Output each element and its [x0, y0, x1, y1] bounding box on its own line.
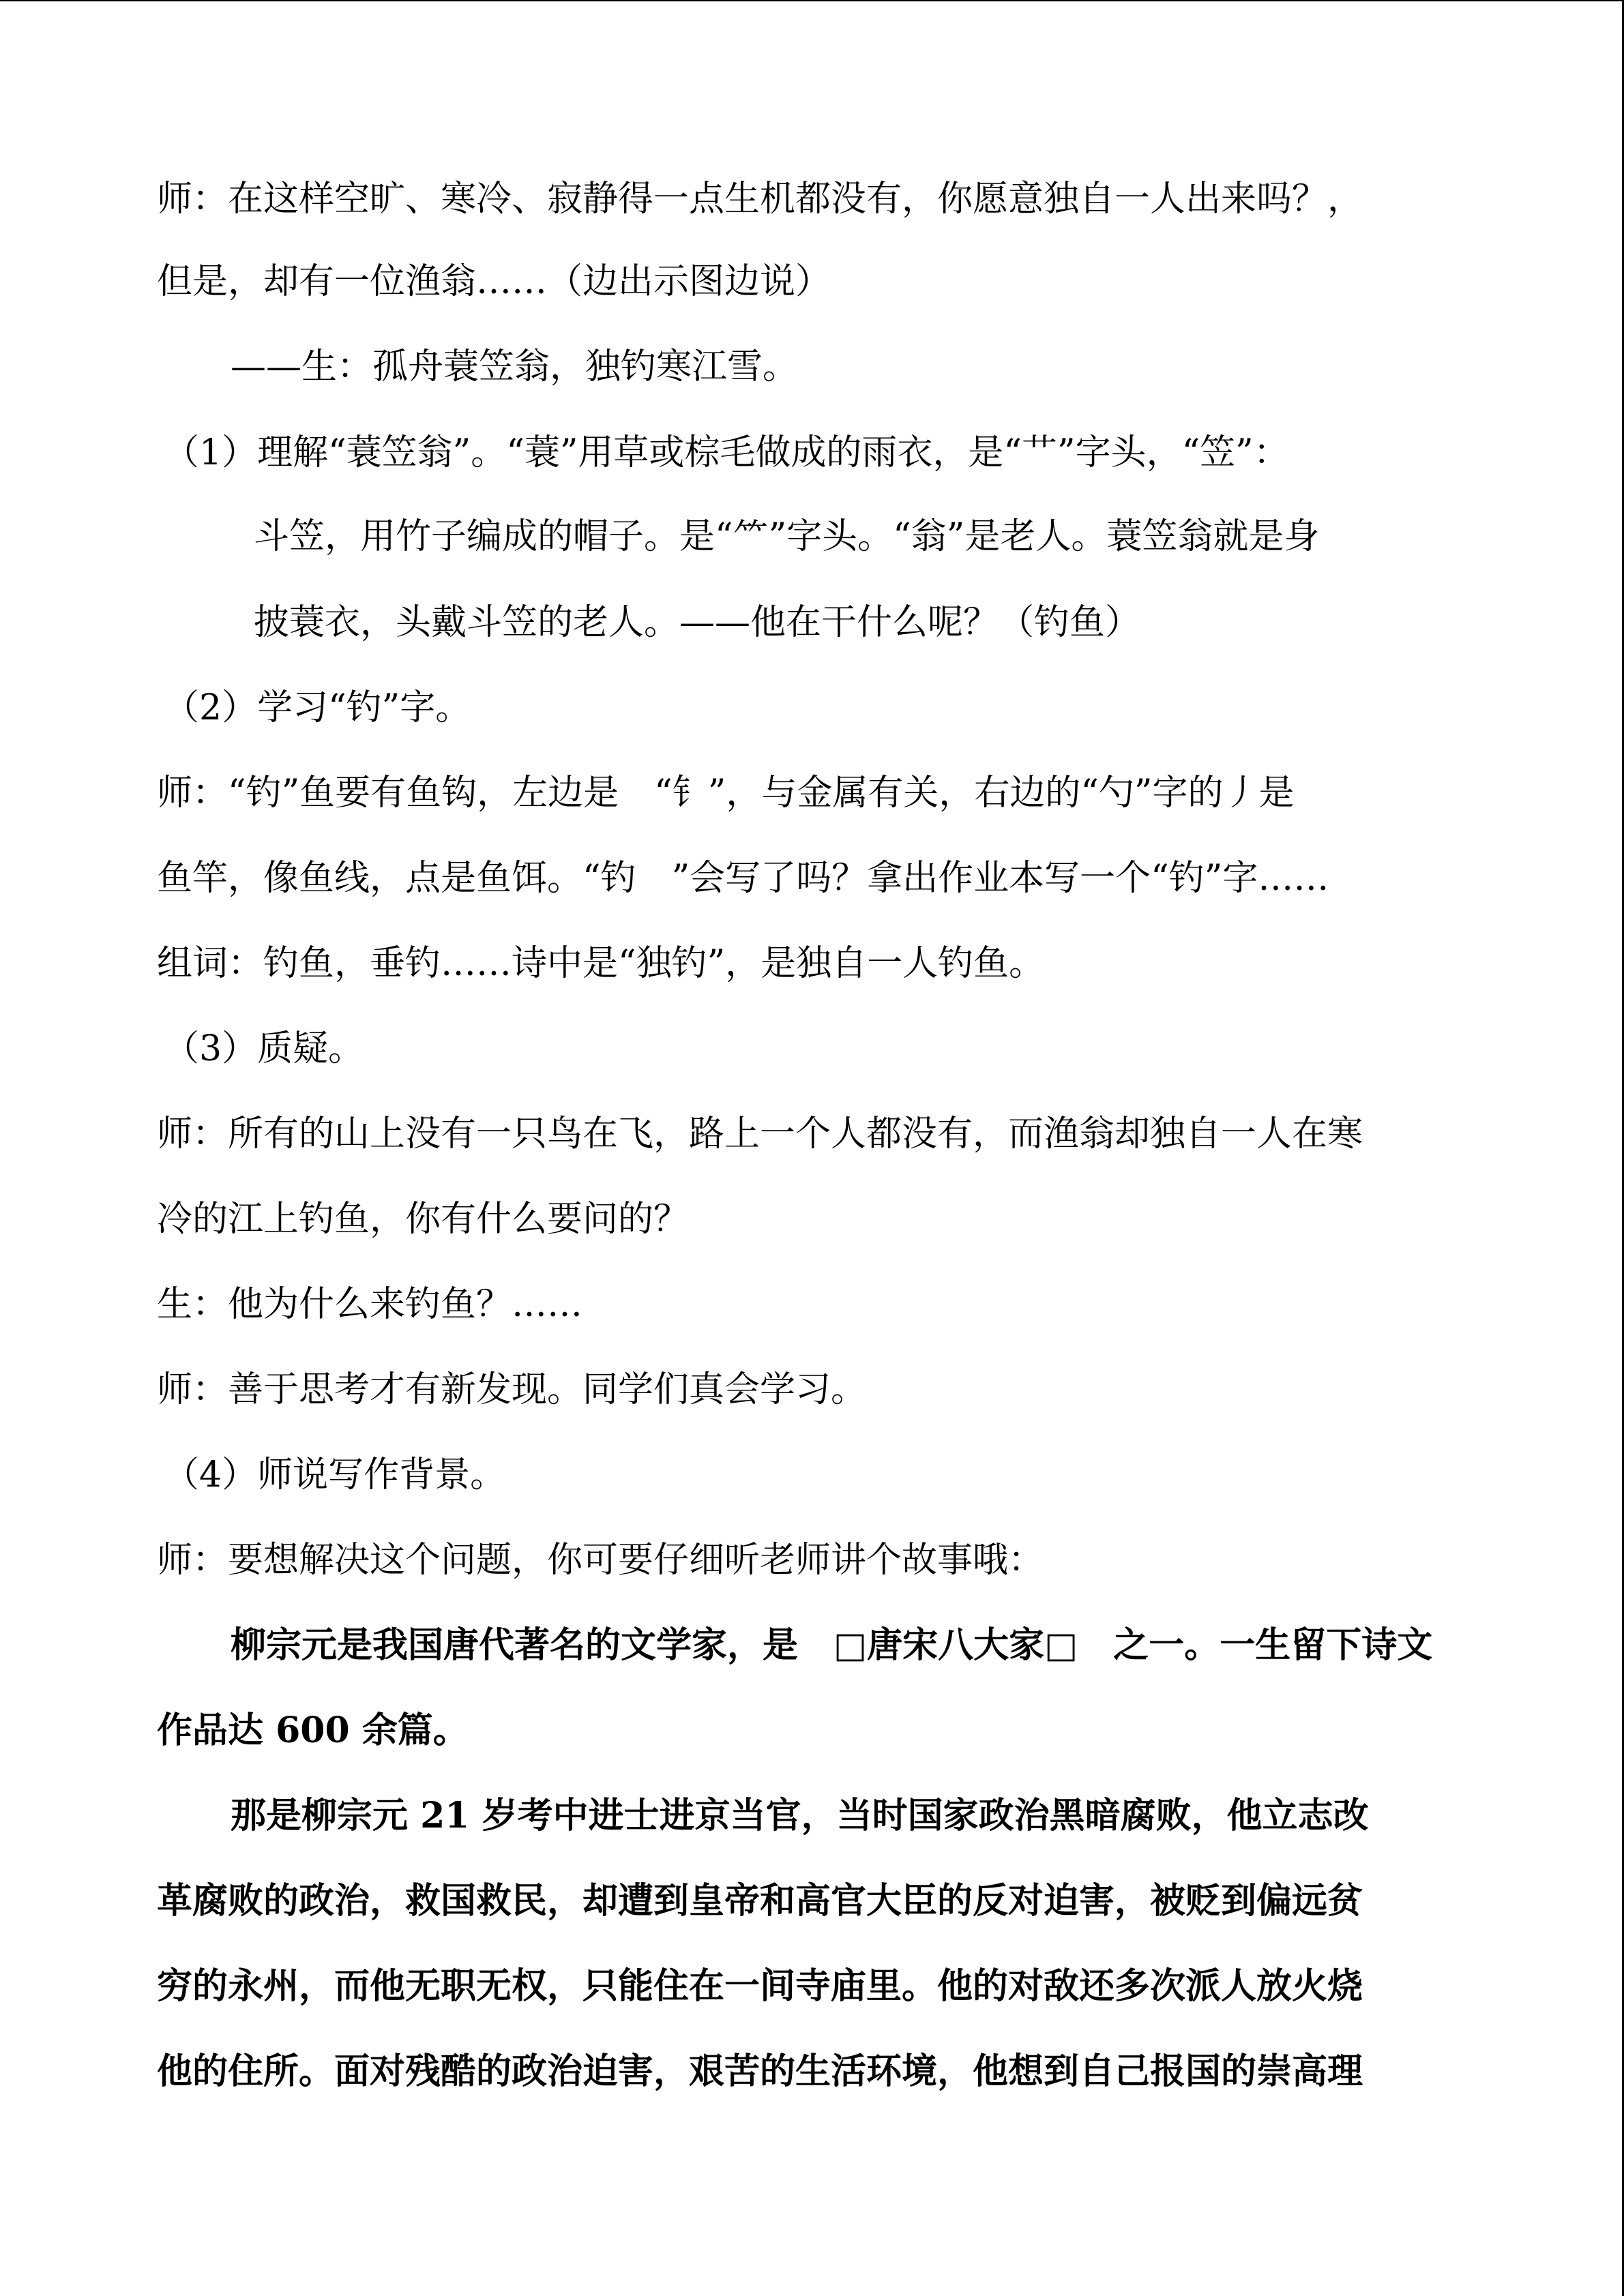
page-border-top — [0, 0, 1624, 1]
text-line-2: 但是，却有一位渔翁……（边出示图边说） — [157, 261, 831, 302]
text-line-20: 那是柳宗元 21 岁考中进士进京当官，当时国家政治黑暗腐败，他立志改 — [231, 1795, 1369, 1836]
text-line-16: （4）师说写作背景。 — [164, 1455, 506, 1495]
text-line-9: 鱼竿，像鱼线，点是鱼饵。“钓 ”会写了吗？拿出作业本写一个“钓”字…… — [157, 858, 1329, 899]
text-line-7: （2）学习“钓”字。 — [164, 687, 471, 728]
text-line-12: 师：所有的山上没有一只鸟在飞，路上一个人都没有，而渔翁却独自一人在寒 — [157, 1114, 1363, 1154]
text-line-22: 穷的永州，而他无职无权，只能住在一间寺庙里。他的对敌还多次派人放火烧 — [157, 1965, 1363, 2007]
text-line-3: ——生：孤舟蓑笠翁，独钓寒江雪。 — [231, 346, 799, 387]
text-line-19: 作品达 600 余篇。 — [157, 1710, 469, 1751]
text-line-10: 组词：钓鱼，垂钓……诗中是“独钓”，是独自一人钓鱼。 — [157, 943, 1045, 984]
text-line-5: 斗笠，用竹子编成的帽子。是“⺮”字头。“翁”是老人。蓑笠翁就是身 — [254, 516, 1320, 557]
text-line-17: 师：要想解决这个问题，你可要仔细听老师讲个故事哦： — [157, 1540, 1044, 1581]
text-line-4: （1）理解“蓑笠翁”。“蓑”用草或棕毛做成的雨衣，是“艹”字头，“笠”： — [164, 432, 1289, 473]
text-line-11: （3）质疑。 — [164, 1028, 364, 1069]
text-line-15: 师：善于思考才有新发现。同学们真会学习。 — [157, 1369, 867, 1410]
text-line-18: 柳宗元是我国唐代著名的文学家，是 □唐宋八大家□ 之一。一生留下诗文 — [231, 1624, 1433, 1666]
text-line-13: 冷的江上钓鱼，你有什么要问的？ — [157, 1199, 690, 1240]
text-line-23: 他的住所。面对残酷的政治迫害，艰苦的生活环境，他想到自己报国的崇高理 — [157, 2051, 1363, 2092]
text-line-1: 师：在这样空旷、寒冷、寂静得一点生机都没有，你愿意独自一人出来吗？， — [157, 179, 1363, 220]
text-line-21: 革腐败的政治，救国救民，却遭到皇帝和高官大臣的反对迫害，被贬到偏远贫 — [157, 1880, 1363, 1922]
text-line-8: 师：“钓”鱼要有鱼钩，左边是 “钅”，与金属有关，右边的“勺”字的丿是 — [157, 773, 1295, 814]
text-line-6: 披蓑衣，头戴斗笠的老人。——他在干什么呢？（钓鱼） — [254, 602, 1141, 643]
text-line-14: 生：他为什么来钓鱼？…… — [157, 1284, 583, 1325]
